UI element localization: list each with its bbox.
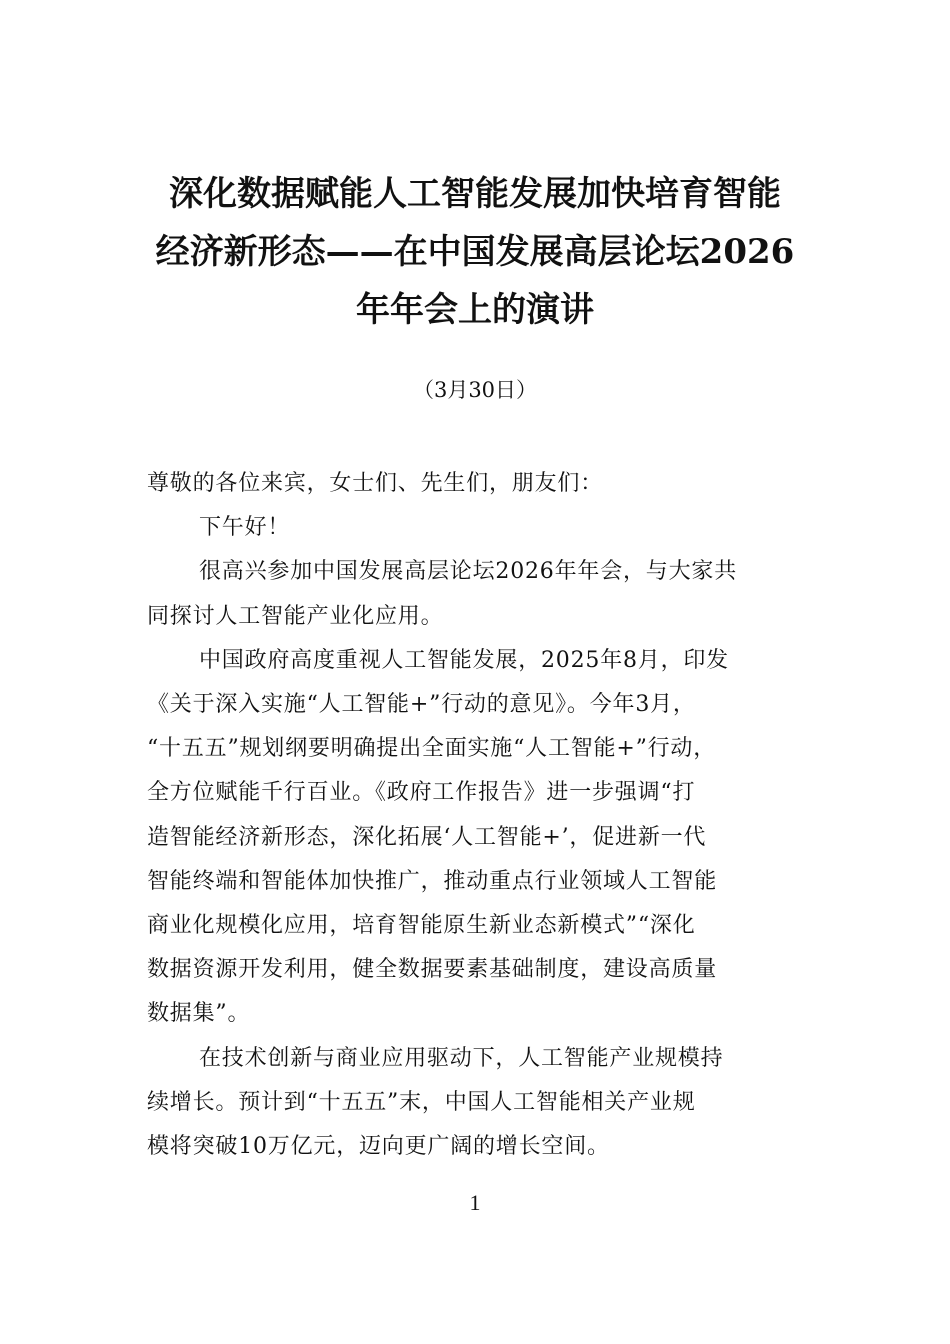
- text-line: 全方位赋能千行百业。《政府工作报告》进一步强调“打: [147, 780, 696, 806]
- title-line: 深化数据赋能人工智能发展加快培育智能: [169, 174, 781, 214]
- text-line: 很高兴参加中国发展高层论坛2026年年会，与大家共: [199, 559, 737, 585]
- text-line: 在技术创新与商业应用驱动下，人工智能产业规模持: [199, 1045, 724, 1071]
- text-line: 智能终端和智能体加快推广，推动重点行业领域人工智能: [147, 868, 718, 894]
- text-line: 模将突破10万亿元，迈向更广阔的增长空间。: [147, 1134, 610, 1160]
- title-line: 经济新形态——在中国发展高层论坛2026: [155, 232, 795, 272]
- speech-date: （3月30日）: [412, 378, 538, 402]
- text-line: 续增长。预计到“十五五”末，中国人工智能相关产业规: [147, 1089, 696, 1115]
- text-line: 同探讨人工智能产业化应用。: [147, 603, 444, 629]
- text-line: 下午好！: [199, 515, 291, 541]
- text-line: 数据集”。: [147, 1001, 251, 1027]
- text-line: 中国政府高度重视人工智能发展，2025年8月，印发: [199, 647, 729, 673]
- document-body: [147, 462, 817, 1169]
- title-line: 年年会上的演讲: [356, 290, 594, 330]
- text-line: 商业化规模化应用，培育智能原生新业态新模式”“深化: [147, 913, 696, 939]
- text-line: 数据资源开发利用，健全数据要素基础制度，建设高质量: [147, 957, 718, 983]
- text-line: 《关于深入实施“人工智能+”行动的意见》。今年3月，: [147, 692, 696, 718]
- text-line: 尊敬的各位来宾，女士们、先生们，朋友们：: [147, 471, 604, 496]
- text-line: 造智能经济新形态，深化拓展‘人工智能+’，促进新一代: [147, 824, 707, 850]
- document-title: [140, 165, 810, 339]
- page-number: 1: [469, 1190, 481, 1215]
- text-line: “十五五”规划纲要明确提出全面实施“人工智能+”行动，: [147, 736, 717, 762]
